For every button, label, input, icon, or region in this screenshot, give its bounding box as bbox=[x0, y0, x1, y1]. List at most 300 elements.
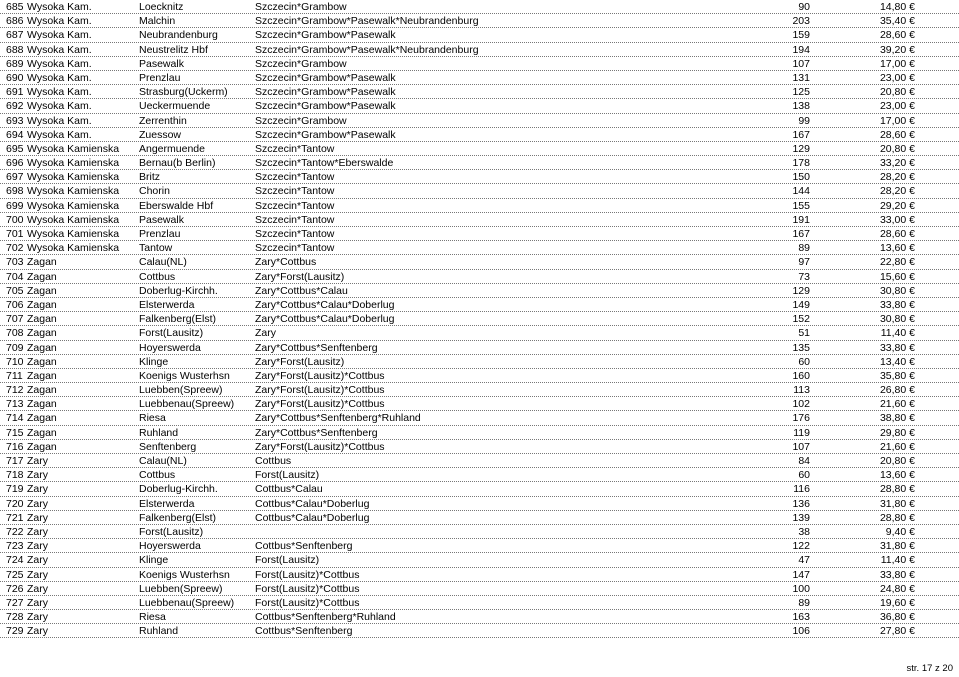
destination-station: Hoyerswerda bbox=[139, 341, 201, 354]
row-number: 715 bbox=[6, 426, 24, 439]
distance-km: 138 bbox=[792, 100, 810, 113]
fare-price: 26,80 € bbox=[879, 384, 915, 397]
destination-station: Loecknitz bbox=[139, 1, 184, 13]
destination-station: Cottbus bbox=[139, 469, 176, 482]
row-number: 706 bbox=[6, 298, 24, 311]
row-number: 700 bbox=[6, 213, 24, 226]
distance-km: 73 bbox=[798, 270, 810, 283]
row-number: 687 bbox=[6, 29, 24, 42]
table-row bbox=[0, 312, 959, 326]
distance-km: 152 bbox=[792, 313, 810, 326]
distance-km: 129 bbox=[792, 284, 810, 297]
fare-price: 33,80 € bbox=[879, 341, 915, 354]
table-row bbox=[0, 440, 959, 454]
distance-km: 116 bbox=[793, 483, 810, 496]
route: Szczecin*Grambow*Pasewalk bbox=[255, 128, 396, 141]
route: Cottbus bbox=[255, 455, 292, 467]
row-number: 690 bbox=[6, 71, 24, 84]
destination-station: Hoyerswerda bbox=[139, 540, 201, 553]
table-row bbox=[0, 142, 959, 156]
origin-station: Wysoka Kam. bbox=[27, 114, 92, 127]
destination-station: Koenigs Wusterhsn bbox=[139, 568, 230, 581]
origin-station: Zagan bbox=[27, 256, 57, 269]
origin-station: Wysoka Kam. bbox=[27, 100, 92, 113]
row-number: 689 bbox=[6, 57, 24, 70]
row-number: 725 bbox=[6, 568, 24, 581]
row-number: 719 bbox=[6, 483, 24, 496]
distance-km: 149 bbox=[792, 298, 810, 311]
origin-station: Zagan bbox=[27, 369, 57, 382]
table-row bbox=[0, 14, 959, 28]
distance-km: 129 bbox=[792, 142, 810, 155]
origin-station: Wysoka Kamienska bbox=[27, 185, 120, 198]
table-row bbox=[0, 553, 959, 567]
origin-station: Zagan bbox=[27, 426, 57, 439]
row-number: 729 bbox=[6, 625, 24, 638]
origin-station: Wysoka Kamienska bbox=[27, 171, 120, 184]
origin-station: Zagan bbox=[27, 440, 57, 453]
distance-km: 60 bbox=[798, 355, 810, 368]
fare-price: 30,80 € bbox=[879, 284, 915, 297]
row-number: 694 bbox=[6, 128, 24, 141]
fare-price: 28,60 € bbox=[879, 29, 915, 42]
distance-km: 89 bbox=[798, 596, 810, 609]
origin-station: Zary bbox=[27, 611, 48, 624]
table-row bbox=[0, 326, 959, 340]
row-number: 692 bbox=[6, 100, 24, 113]
fare-price: 29,20 € bbox=[879, 199, 915, 212]
destination-station: Cottbus bbox=[139, 270, 176, 283]
route: Forst(Lausitz)*Cottbus bbox=[255, 582, 360, 595]
origin-station: Wysoka Kamienska bbox=[27, 157, 120, 170]
table-row bbox=[0, 369, 959, 383]
table-row bbox=[0, 383, 959, 397]
distance-km: 106 bbox=[792, 625, 810, 638]
destination-station: Luebbenau(Spreew) bbox=[139, 596, 235, 609]
table-row bbox=[0, 582, 959, 596]
row-number: 685 bbox=[6, 1, 24, 13]
table-row bbox=[0, 270, 959, 284]
destination-station: Zerrenthin bbox=[139, 114, 187, 127]
row-number: 697 bbox=[6, 171, 24, 184]
table-row bbox=[0, 227, 959, 241]
fare-price: 13,60 € bbox=[879, 469, 915, 482]
route: Szczecin*Tantow bbox=[255, 228, 335, 240]
distance-km: 194 bbox=[792, 43, 810, 56]
origin-station: Zagan bbox=[27, 327, 57, 340]
origin-station: Zagan bbox=[27, 412, 57, 425]
row-number: 699 bbox=[6, 199, 24, 212]
table-row bbox=[0, 43, 959, 57]
fare-price: 20,80 € bbox=[879, 86, 915, 99]
destination-station: Klinge bbox=[139, 554, 169, 567]
origin-station: Wysoka Kam. bbox=[27, 86, 92, 99]
origin-station: Wysoka Kamienska bbox=[27, 242, 120, 255]
distance-km: 191 bbox=[792, 213, 810, 226]
origin-station: Zary bbox=[27, 511, 48, 524]
row-number: 713 bbox=[6, 398, 24, 411]
table-row bbox=[0, 568, 959, 582]
route: Cottbus*Calau bbox=[255, 483, 323, 496]
table-row bbox=[0, 355, 959, 369]
route: Szczecin*Tantow bbox=[255, 185, 335, 198]
row-number: 721 bbox=[6, 511, 24, 524]
fare-price: 27,80 € bbox=[879, 625, 915, 638]
table-row bbox=[0, 539, 959, 553]
route: Zary*Cottbus bbox=[255, 256, 317, 269]
origin-station: Wysoka Kam. bbox=[27, 71, 92, 84]
origin-station: Wysoka Kamienska bbox=[27, 199, 120, 212]
route: Szczecin*Tantow bbox=[255, 213, 335, 226]
origin-station: Zary bbox=[27, 596, 48, 609]
origin-station: Wysoka Kam. bbox=[27, 43, 92, 56]
destination-station: Prenzlau bbox=[139, 228, 181, 240]
fare-price: 38,80 € bbox=[879, 412, 915, 425]
distance-km: 51 bbox=[798, 327, 810, 340]
table-row bbox=[0, 199, 959, 213]
destination-station: Calau(NL) bbox=[139, 455, 187, 467]
table-row bbox=[0, 156, 959, 170]
destination-station: Klinge bbox=[139, 355, 169, 368]
table-row bbox=[0, 298, 959, 312]
distance-km: 122 bbox=[792, 540, 810, 553]
origin-station: Zary bbox=[27, 540, 48, 553]
distance-km: 203 bbox=[792, 15, 810, 28]
destination-station: Neustrelitz Hbf bbox=[139, 43, 208, 56]
fare-price: 23,00 € bbox=[879, 100, 915, 113]
table-row bbox=[0, 482, 959, 496]
table-row bbox=[0, 468, 959, 482]
distance-km: 90 bbox=[798, 1, 810, 13]
row-number: 728 bbox=[6, 611, 24, 624]
route: Zary*Forst(Lausitz) bbox=[255, 355, 345, 368]
origin-station: Zary bbox=[27, 568, 48, 581]
fare-price: 17,00 € bbox=[879, 114, 915, 127]
destination-station: Elsterwerda bbox=[139, 497, 195, 510]
origin-station: Zagan bbox=[27, 298, 57, 311]
table-row bbox=[0, 511, 959, 525]
origin-station: Wysoka Kamienska bbox=[27, 142, 120, 155]
row-number: 717 bbox=[6, 455, 24, 467]
route: Szczecin*Tantow bbox=[255, 199, 335, 212]
fare-price: 24,80 € bbox=[879, 582, 915, 595]
row-number: 695 bbox=[6, 142, 24, 155]
route: Zary*Cottbus*Senftenberg bbox=[255, 426, 378, 439]
origin-station: Wysoka Kamienska bbox=[27, 228, 120, 240]
fare-price: 13,60 € bbox=[879, 242, 915, 255]
route: Zary*Cottbus*Senftenberg*Ruhland bbox=[255, 412, 421, 425]
route: Forst(Lausitz)*Cottbus bbox=[255, 596, 360, 609]
origin-station: Wysoka Kam. bbox=[27, 57, 92, 70]
destination-station: Luebben(Spreew) bbox=[139, 384, 223, 397]
route: Szczecin*Grambow bbox=[255, 57, 347, 70]
distance-km: 160 bbox=[792, 369, 810, 382]
table-row bbox=[0, 255, 959, 269]
fare-price: 35,80 € bbox=[879, 369, 915, 382]
fare-price: 28,20 € bbox=[879, 171, 915, 184]
distance-km: 47 bbox=[798, 554, 810, 567]
distance-km: 176 bbox=[792, 412, 810, 425]
row-number: 716 bbox=[6, 440, 24, 453]
distance-km: 89 bbox=[798, 242, 810, 255]
table-row bbox=[0, 170, 959, 184]
table-row bbox=[0, 426, 959, 440]
distance-km: 178 bbox=[792, 157, 810, 170]
destination-station: Neubrandenburg bbox=[139, 29, 218, 42]
distance-km: 131 bbox=[792, 71, 810, 84]
row-number: 727 bbox=[6, 596, 24, 609]
fare-price: 33,00 € bbox=[879, 213, 915, 226]
destination-station: Falkenberg(Elst) bbox=[139, 313, 217, 326]
row-number: 723 bbox=[6, 540, 24, 553]
destination-station: Luebbenau(Spreew) bbox=[139, 398, 235, 411]
fare-price: 28,60 € bbox=[879, 128, 915, 141]
table-row bbox=[0, 610, 959, 624]
distance-km: 136 bbox=[792, 497, 810, 510]
destination-station: Elsterwerda bbox=[139, 298, 195, 311]
destination-station: Angermuende bbox=[139, 142, 205, 155]
route: Forst(Lausitz) bbox=[255, 469, 320, 482]
row-number: 705 bbox=[6, 284, 24, 297]
fare-price: 28,80 € bbox=[879, 511, 915, 524]
table-row bbox=[0, 114, 959, 128]
fare-price: 9,40 € bbox=[885, 525, 915, 538]
origin-station: Zary bbox=[27, 497, 48, 510]
destination-station: Luebben(Spreew) bbox=[139, 582, 223, 595]
distance-km: 125 bbox=[792, 86, 810, 99]
origin-station: Zagan bbox=[27, 341, 57, 354]
table-row bbox=[0, 454, 959, 468]
distance-km: 38 bbox=[798, 525, 810, 538]
route: Cottbus*Calau*Doberlug bbox=[255, 511, 370, 524]
destination-station: Bernau(b Berlin) bbox=[139, 157, 216, 170]
fare-price: 19,60 € bbox=[879, 596, 915, 609]
destination-station: Ruhland bbox=[139, 625, 179, 638]
table-row bbox=[0, 99, 959, 113]
distance-km: 167 bbox=[792, 228, 810, 240]
origin-station: Zary bbox=[27, 455, 48, 467]
distance-km: 150 bbox=[792, 171, 810, 184]
route: Szczecin*Grambow*Pasewalk bbox=[255, 29, 396, 42]
fare-price: 28,80 € bbox=[879, 483, 915, 496]
route: Szczecin*Grambow*Pasewalk*Neubrandenburg bbox=[255, 15, 479, 28]
origin-station: Zagan bbox=[27, 355, 57, 368]
destination-station: Eberswalde Hbf bbox=[139, 199, 214, 212]
table-row bbox=[0, 525, 959, 539]
table-row bbox=[0, 497, 959, 511]
origin-station: Zagan bbox=[27, 384, 57, 397]
table-row bbox=[0, 341, 959, 355]
route: Szczecin*Grambow*Pasewalk*Neubrandenburg bbox=[255, 43, 479, 56]
destination-station: Falkenberg(Elst) bbox=[139, 511, 217, 524]
origin-station: Zagan bbox=[27, 313, 57, 326]
fare-price: 21,60 € bbox=[879, 398, 915, 411]
row-number: 702 bbox=[6, 242, 24, 255]
fare-price: 28,20 € bbox=[879, 185, 915, 198]
row-number: 708 bbox=[6, 327, 24, 340]
distance-km: 155 bbox=[792, 199, 810, 212]
distance-km: 107 bbox=[792, 57, 810, 70]
row-number: 726 bbox=[6, 582, 24, 595]
destination-station: Forst(Lausitz) bbox=[139, 525, 204, 538]
fare-price: 30,80 € bbox=[879, 313, 915, 326]
fare-price: 33,80 € bbox=[879, 568, 915, 581]
destination-station: Calau(NL) bbox=[139, 256, 187, 269]
route: Szczecin*Grambow bbox=[255, 1, 347, 13]
destination-station: Malchin bbox=[139, 15, 176, 28]
distance-km: 163 bbox=[792, 611, 810, 624]
origin-station: Wysoka Kam. bbox=[27, 29, 92, 42]
row-number: 693 bbox=[6, 114, 24, 127]
destination-station: Ruhland bbox=[139, 426, 179, 439]
route: Zary*Forst(Lausitz) bbox=[255, 270, 345, 283]
destination-station: Pasewalk bbox=[139, 57, 184, 70]
page-number: str. 17 z 20 bbox=[906, 663, 953, 674]
fare-price: 31,80 € bbox=[879, 540, 915, 553]
destination-station: Prenzlau bbox=[139, 71, 181, 84]
destination-station: Pasewalk bbox=[139, 213, 184, 226]
row-number: 711 bbox=[6, 369, 23, 382]
route: Cottbus*Senftenberg*Ruhland bbox=[255, 611, 396, 624]
fare-price: 11,40 € bbox=[880, 327, 915, 340]
distance-km: 119 bbox=[793, 426, 810, 439]
table-row bbox=[0, 28, 959, 42]
route: Zary*Forst(Lausitz)*Cottbus bbox=[255, 384, 385, 397]
origin-station: Zary bbox=[27, 625, 48, 638]
route: Szczecin*Grambow bbox=[255, 114, 347, 127]
origin-station: Zary bbox=[27, 554, 48, 567]
fare-price: 28,60 € bbox=[879, 228, 915, 240]
row-number: 712 bbox=[6, 384, 24, 397]
route: Szczecin*Tantow bbox=[255, 171, 335, 184]
distance-km: 139 bbox=[792, 511, 810, 524]
row-number: 704 bbox=[6, 270, 24, 283]
fare-price: 17,00 € bbox=[879, 57, 915, 70]
table-row bbox=[0, 184, 959, 198]
row-number: 714 bbox=[6, 412, 24, 425]
destination-station: Koenigs Wusterhsn bbox=[139, 369, 230, 382]
row-number: 707 bbox=[6, 313, 24, 326]
fare-price: 39,20 € bbox=[879, 43, 915, 56]
fare-price: 20,80 € bbox=[879, 455, 915, 467]
fare-price: 21,60 € bbox=[879, 440, 915, 453]
row-number: 686 bbox=[6, 15, 24, 28]
destination-station: Riesa bbox=[139, 611, 166, 624]
origin-station: Zagan bbox=[27, 398, 57, 411]
table-row bbox=[0, 241, 959, 255]
fare-price: 20,80 € bbox=[879, 142, 915, 155]
route: Zary*Cottbus*Senftenberg bbox=[255, 341, 378, 354]
origin-station: Zary bbox=[27, 483, 48, 496]
route: Szczecin*Tantow bbox=[255, 242, 335, 255]
route: Szczecin*Grambow*Pasewalk bbox=[255, 100, 396, 113]
fare-price: 36,80 € bbox=[879, 611, 915, 624]
distance-km: 159 bbox=[792, 29, 810, 42]
destination-station: Ueckermuende bbox=[139, 100, 211, 113]
destination-station: Zuessow bbox=[139, 128, 182, 141]
table-row bbox=[0, 85, 959, 99]
origin-station: Wysoka Kam. bbox=[27, 1, 92, 13]
fare-price: 15,60 € bbox=[879, 270, 915, 283]
distance-km: 144 bbox=[792, 185, 810, 198]
table-row bbox=[0, 624, 959, 638]
fare-price: 33,20 € bbox=[879, 157, 915, 170]
distance-km: 113 bbox=[793, 384, 810, 397]
destination-station: Riesa bbox=[139, 412, 166, 425]
destination-station: Doberlug-Kirchh. bbox=[139, 483, 218, 496]
route: Zary*Forst(Lausitz)*Cottbus bbox=[255, 398, 385, 411]
destination-station: Tantow bbox=[139, 242, 173, 255]
row-number: 698 bbox=[6, 185, 24, 198]
row-number: 703 bbox=[6, 256, 24, 269]
fare-price: 13,40 € bbox=[879, 355, 915, 368]
origin-station: Zary bbox=[27, 582, 48, 595]
route: Zary*Cottbus*Calau*Doberlug bbox=[255, 298, 395, 311]
route: Zary*Cottbus*Calau*Doberlug bbox=[255, 313, 395, 326]
route: Forst(Lausitz)*Cottbus bbox=[255, 568, 360, 581]
fare-price: 22,80 € bbox=[879, 256, 915, 269]
distance-km: 97 bbox=[798, 256, 810, 269]
distance-km: 100 bbox=[792, 582, 810, 595]
destination-station: Forst(Lausitz) bbox=[139, 327, 204, 340]
destination-station: Britz bbox=[139, 171, 160, 184]
origin-station: Zary bbox=[27, 469, 48, 482]
route: Szczecin*Grambow*Pasewalk bbox=[255, 71, 396, 84]
fare-price: 11,40 € bbox=[880, 554, 915, 567]
route: Cottbus*Senftenberg bbox=[255, 625, 353, 638]
origin-station: Zagan bbox=[27, 270, 57, 283]
distance-km: 102 bbox=[792, 398, 810, 411]
destination-station: Doberlug-Kirchh. bbox=[139, 284, 218, 297]
table-row bbox=[0, 57, 959, 71]
row-number: 688 bbox=[6, 43, 24, 56]
distance-km: 84 bbox=[798, 455, 810, 467]
row-number: 709 bbox=[6, 341, 24, 354]
fare-price: 14,80 € bbox=[879, 1, 915, 13]
distance-km: 167 bbox=[792, 128, 810, 141]
destination-station: Chorin bbox=[139, 185, 170, 198]
origin-station: Wysoka Kam. bbox=[27, 128, 92, 141]
destination-station: Strasburg(Uckerm) bbox=[139, 86, 228, 99]
table-row bbox=[0, 284, 959, 298]
route: Zary bbox=[255, 327, 276, 340]
origin-station: Zagan bbox=[27, 284, 57, 297]
table-row bbox=[0, 596, 959, 610]
distance-km: 135 bbox=[792, 341, 810, 354]
row-number: 710 bbox=[6, 355, 24, 368]
destination-station: Senftenberg bbox=[139, 440, 197, 453]
origin-station: Wysoka Kamienska bbox=[27, 213, 120, 226]
table-row bbox=[0, 128, 959, 142]
distance-km: 147 bbox=[792, 568, 810, 581]
table-row bbox=[0, 71, 959, 85]
row-number: 718 bbox=[6, 469, 24, 482]
distance-km: 99 bbox=[798, 114, 810, 127]
table-row bbox=[0, 397, 959, 411]
fare-price: 31,80 € bbox=[879, 497, 915, 510]
route: Cottbus*Calau*Doberlug bbox=[255, 497, 370, 510]
row-number: 722 bbox=[6, 525, 24, 538]
distance-km: 60 bbox=[798, 469, 810, 482]
fare-price: 29,80 € bbox=[879, 426, 915, 439]
origin-station: Zary bbox=[27, 525, 48, 538]
route: Cottbus*Senftenberg bbox=[255, 540, 353, 553]
route: Forst(Lausitz) bbox=[255, 554, 320, 567]
table-row bbox=[0, 0, 959, 14]
route: Szczecin*Tantow*Eberswalde bbox=[255, 157, 394, 170]
table-row bbox=[0, 411, 959, 425]
route: Szczecin*Grambow*Pasewalk bbox=[255, 86, 396, 99]
